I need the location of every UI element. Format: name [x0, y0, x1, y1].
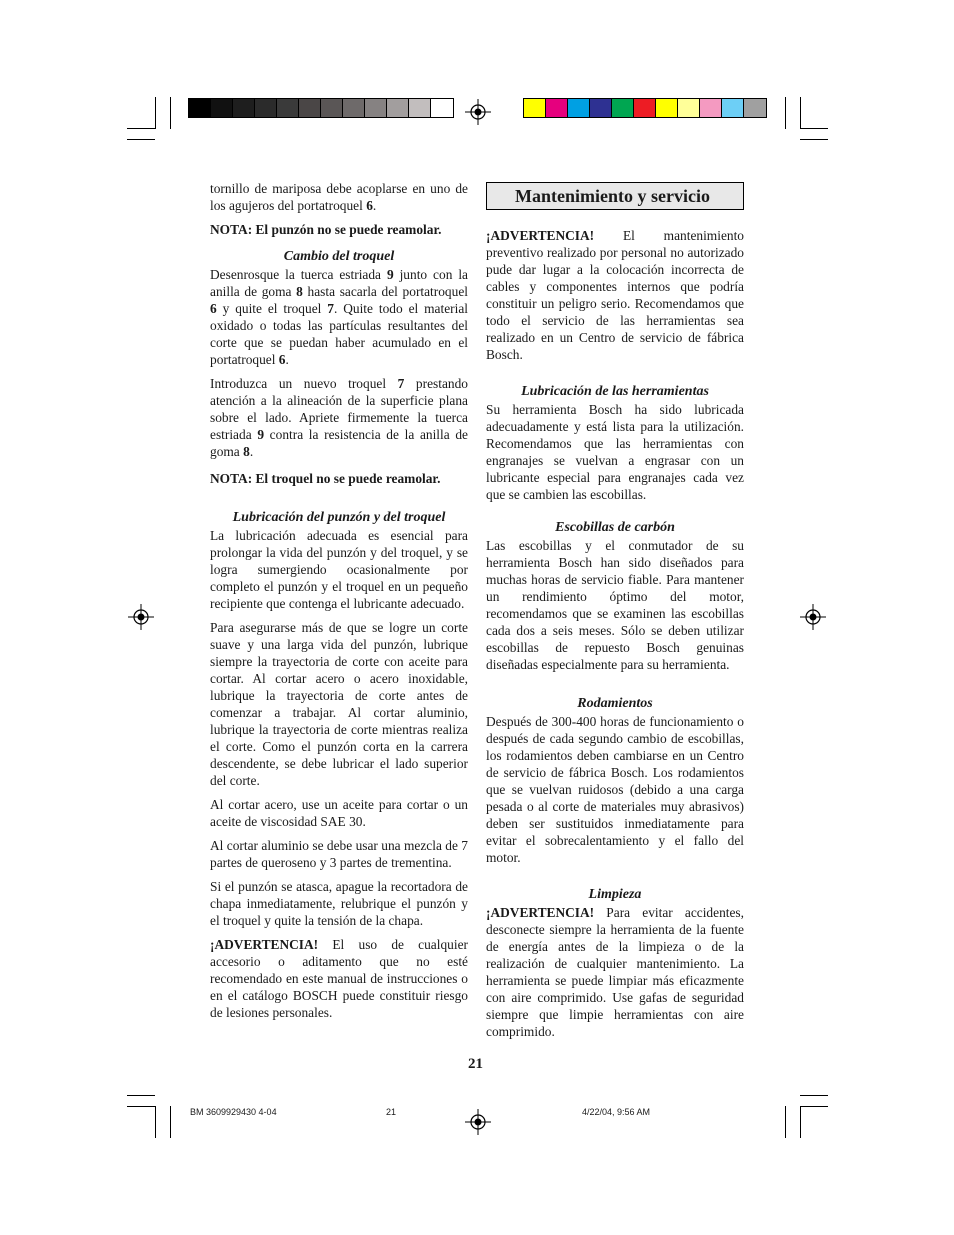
paragraph: Después de 300-400 horas de funcionamiento o después de cada segundo cambio de escobillas, los rodamientos deben cambiarse en un Centro de servicio de fábrica Bosch. Los rodamientos que se vuelvan ruidosos (debido a una carga pesada o al corte de materiales muy abrasivos) deben ser sustituidos inmediatamente para evitar el sobrecalentamiento y el fallo del motor.	[486, 714, 744, 865]
paragraph: Desenrosque la tuerca estriada 9 junto con la anilla de goma 8 hasta sacarla del portatroquel 6 y quite el troquel 7. Quite todo el material oxidado o todas las partículas resultantes del corte que se puedan haber acumulado en el portatroquel 6.	[210, 267, 468, 367]
color-swatch	[321, 99, 343, 117]
heading-cambio-troquel: Cambio del troquel	[283, 249, 395, 264]
paragraph: Su herramienta Bosch ha sido lubricada adecuadamente y está lista para la utilización. Recomendamos que las herramientas con engranajes se vuelvan a engrasar con un lubricante especial para engranajes cada vez que se cambien las escobillas.	[486, 402, 744, 502]
color-swatch	[524, 99, 546, 117]
color-swatch	[409, 99, 431, 117]
note-troquel: NOTA: El troquel no se puede reamolar.	[210, 471, 441, 486]
color-calibration-bar	[523, 98, 767, 118]
section-title: Mantenimiento y servicio	[486, 182, 744, 210]
color-swatch	[722, 99, 744, 117]
paragraph: Al cortar aluminio se debe usar una mezcla de 7 partes de queroseno y 3 partes de trementina.	[210, 838, 468, 870]
paragraph: Para asegurarse más de que se logre un corte suave y una larga vida del punzón, lubrique siempre la trayectoria de corte con aceite para cortar. Al cortar acero o acero inoxidable, lubrique la trayectoria de corte antes de comenzar a trabajar. Al cortar aluminio, lubrique la trayectoria de corte mientras realiza el corte. Como el punzón corta en la carrera descendente, se debe lubricar el lado superior del corte.	[210, 620, 468, 788]
paragraph: Introduzca un nuevo troquel 7 prestando atención a la alineación de la superficie plana sobre el lado. Apriete firmemente la tuerca estriada 9 contra la resistencia de la anilla de goma 8.	[210, 376, 468, 459]
color-swatch	[612, 99, 634, 117]
page-number: 21	[468, 1056, 483, 1072]
footer-timestamp: 4/22/04, 9:56 AM	[582, 1107, 651, 1117]
color-swatch	[211, 99, 233, 117]
warning-paragraph: ¡ADVERTENCIA! El mantenimiento preventivo realizado por personal no autorizado pude dar lugar a la colocación incorrecta de cables y componentes internos que podría constituir un peligro serio. Recomendamos que todo el servicio de las herramientas sea realizado en un Centro de servicio de fábrica Bosch.	[486, 228, 744, 362]
color-swatch	[546, 99, 568, 117]
registration-mark-icon	[465, 99, 491, 125]
left-column	[210, 180, 468, 1028]
color-swatch	[700, 99, 722, 117]
paragraph: Al cortar acero, use un aceite para cortar o un aceite de viscosidad SAE 30.	[210, 797, 468, 829]
grayscale-calibration-bar	[188, 98, 454, 118]
color-swatch	[568, 99, 590, 117]
color-swatch	[387, 99, 409, 117]
registration-mark-icon	[465, 1109, 491, 1135]
color-swatch	[299, 99, 321, 117]
warning-paragraph: ¡ADVERTENCIA! Para evitar accidentes, desconecte siempre la herramienta de la fuente de energía antes de la limpieza o de la realización de cualquier mantenimiento. La herramienta se puede limpiar más eficazmente con aire comprimido. Use gafas de seguridad siempre que limpie herramientas con aire comprimido.	[486, 905, 744, 1039]
color-swatch	[431, 99, 453, 117]
heading-limpieza: Limpieza	[588, 887, 642, 902]
heading-lubricacion-punzon: Lubricación del punzón y del troquel	[232, 510, 446, 525]
paragraph: La lubricación adecuada es esencial para prolongar la vida del punzón y del troquel, y se logra sumergiendo ocasionalmente por completo el punzón y el troquel en un pequeño recipiente que contenga el lubricante adecuado.	[210, 528, 468, 611]
footer-page: 21	[386, 1107, 397, 1117]
color-swatch	[233, 99, 255, 117]
color-swatch	[365, 99, 387, 117]
color-swatch	[744, 99, 766, 117]
right-column	[486, 182, 744, 1047]
color-swatch	[255, 99, 277, 117]
color-swatch	[678, 99, 700, 117]
heading-escobillas: Escobillas de carbón	[555, 520, 675, 535]
paragraph: tornillo de mariposa debe acoplarse en uno de los agujeros del portatroquel 6.	[210, 181, 468, 213]
color-swatch	[189, 99, 211, 117]
heading-lubricacion-herramientas: Lubricación de las herramientas	[521, 384, 709, 399]
note-punzon: NOTA: El punzón no se puede reamolar.	[210, 222, 442, 237]
warning-paragraph: ¡ADVERTENCIA! El uso de cualquier accesorio o aditamento que no esté recomendado en este manual de instrucciones o en el catálogo BOSCH puede constituir riesgo de lesiones personales.	[210, 937, 468, 1020]
color-swatch	[343, 99, 365, 117]
color-swatch	[656, 99, 678, 117]
color-swatch	[590, 99, 612, 117]
registration-mark-icon	[128, 604, 154, 630]
color-swatch	[277, 99, 299, 117]
registration-mark-icon	[800, 604, 826, 630]
heading-rodamientos: Rodamientos	[577, 696, 653, 711]
paragraph: Las escobillas y el conmutador de su herramienta Bosch han sido diseñados para muchas horas de servicio fiable. Para mantener un rendimiento óptimo del motor, recomendamos que se examinen las escobillas cada dos a seis meses. Sólo se deben utilizar escobillas de repuesto Bosch genuinas diseñadas especialmente para su herramienta.	[486, 538, 744, 672]
color-swatch	[634, 99, 656, 117]
footer-file-id: BM 3609929430 4-04	[190, 1107, 277, 1117]
paragraph: Si el punzón se atasca, apague la recortadora de chapa inmediatamente, relubrique el punzón y el troquel y quite la tensión de la chapa.	[210, 879, 468, 928]
